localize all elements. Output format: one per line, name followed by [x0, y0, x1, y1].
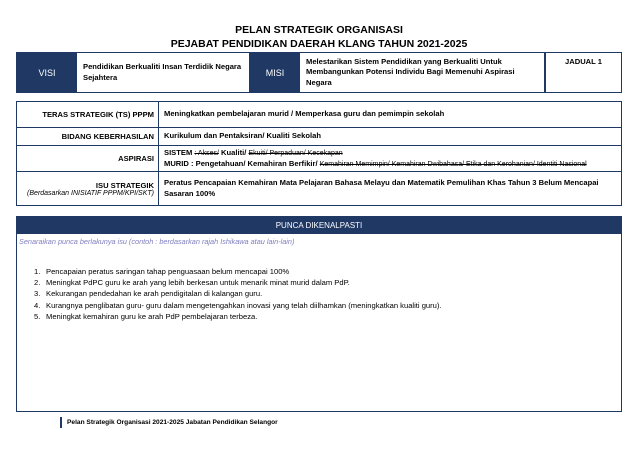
aspirasi-murid-line	[164, 159, 616, 170]
punca-list	[17, 266, 621, 322]
aspirasi-sistem-struck-1: : Akses/	[194, 149, 219, 157]
misi-label: MISI	[250, 53, 300, 92]
punca-hint: Senaraikan punca berlakunya isu (contoh : berdasarkan rajah Ishikawa atau lain-lain)	[19, 237, 295, 246]
strategic-table	[16, 101, 622, 206]
list-item-text: Kekurangan pendedahan ke arah pendigitalan di kalangan guru.	[46, 289, 263, 299]
list-item-text: Pencapaian peratus saringan tahap penguasaan belum mencapai 100%	[46, 267, 290, 276]
list-item	[34, 277, 621, 288]
aspirasi-value	[159, 146, 621, 171]
list-item-number: 4.	[34, 300, 41, 310]
isu-label-cell	[17, 172, 159, 205]
teras-value: Meningkatkan pembelajaran murid / Memperkasa guru dan pemimpin sekolah	[164, 109, 445, 119]
list-item	[34, 300, 621, 311]
page-title: PELAN STRATEGIK ORGANISASI	[235, 24, 403, 36]
visi-text: Pendidikan Berkualiti Insan Terdidik Negara Sejahtera	[77, 53, 250, 92]
jadual-label: JADUAL 1	[545, 53, 621, 92]
aspirasi-sistem-kualiti: Kualiti/	[221, 147, 247, 157]
bidang-value: Kurikulum dan Pentaksiran/ Kualiti Sekolah	[164, 131, 321, 141]
visi-label: VISI	[17, 53, 77, 92]
punca-heading: PUNCA DIKENALPASTI	[17, 217, 621, 234]
list-item-text: Kurangnya penglibatan guru- guru dalam mengetengahkan inovasi yang telah diilhamkan (meningkatkan kualiti guru).	[46, 300, 442, 310]
aspirasi-row	[17, 146, 621, 172]
punca-section	[16, 216, 622, 412]
teras-label: TERAS STRATEGIK (TS) PPPM	[17, 102, 159, 127]
page-footer: Pelan Strategik Organisasi 2021-2025 Jabatan Pendidikan Selangor	[60, 417, 278, 428]
bidang-row	[17, 128, 621, 146]
isu-value: Peratus Pencapaian Kemahiran Mata Pelajaran Bahasa Melayu dan Matematik Pemulihan Khas Tahun 3 Belum Mencapai Sasaran 100%	[164, 177, 599, 198]
list-item-text: Meningkat kemahiran guru ke arah PdP pembelajaran terbeza.	[46, 311, 258, 321]
misi-text: Melestarikan Sistem Pendidikan yang Berkualiti Untuk Membangunkan Potensi Individu Bagi Memenuhi Aspirasi Negara	[300, 53, 545, 92]
aspirasi-murid-bold: MURID : Pengetahuan/ Kemahiran Berfikir/	[164, 158, 318, 168]
aspirasi-murid-struck: Kemahiran Memimpin/ Kemahiran Dwibahasa/ Etika dan Kerohanian/ Identiti Nasional	[319, 160, 587, 168]
isu-row	[17, 172, 621, 205]
teras-row	[17, 102, 621, 128]
aspirasi-sistem-label: SISTEM	[164, 147, 193, 157]
list-item	[34, 311, 621, 322]
isu-label: ISU STRATEGIK	[95, 180, 154, 190]
list-item	[34, 288, 621, 299]
aspirasi-sistem-line	[164, 148, 616, 159]
list-item-number: 5.	[34, 311, 41, 321]
isu-sublabel: (Berdasarkan INISIATIF PPPM/KPI/SKT)	[27, 189, 154, 197]
list-item-number: 3.	[34, 289, 41, 299]
visi-misi-table	[16, 52, 622, 93]
list-item-text: Meningkat PdPC guru ke arah yang lebih berkesan untuk menarik minat murid dalam PdP.	[46, 278, 350, 288]
page-subtitle: PEJABAT PENDIDIKAN DAERAH KLANG TAHUN 2021-2025	[170, 38, 468, 50]
aspirasi-sistem-struck-2: Ekuiti/ Perpaduan/ Kecekapan	[248, 149, 343, 157]
list-item-number: 2.	[34, 278, 41, 288]
list-item-number: 1.	[34, 267, 41, 276]
bidang-label: BIDANG KEBERHASILAN	[17, 128, 159, 145]
list-item	[34, 266, 621, 277]
aspirasi-label: ASPIRASI	[17, 146, 159, 171]
